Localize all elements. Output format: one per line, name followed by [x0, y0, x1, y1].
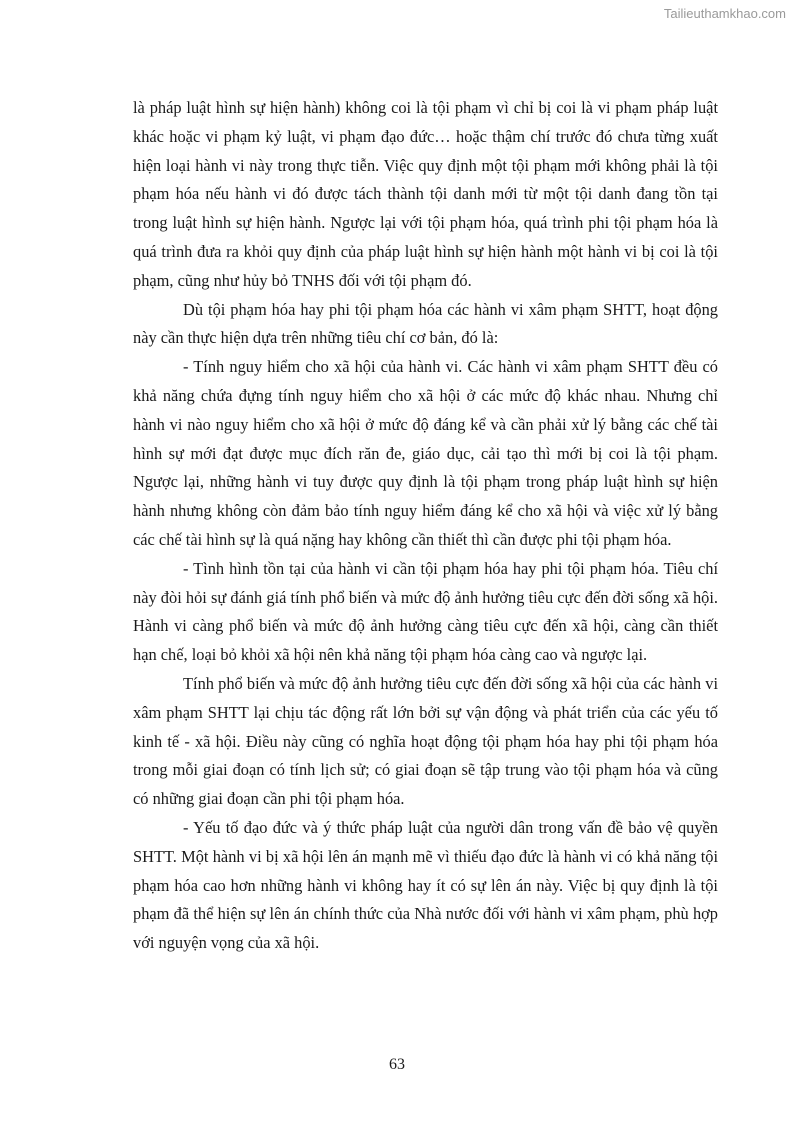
- paragraph-criterion-danger: - Tính nguy hiểm cho xã hội của hành vi. Các hành vi xâm phạm SHTT đều có khả năng chứa đựng tính nguy hiểm cho xã hội ở các mức độ khác nhau. Nhưng chỉ hành vi nào nguy hiểm cho xã hội ở mức độ đáng kể và cần phải xử lý bằng các chế tài hình sự mới đạt được mục đích răn đe, giáo dục, cải tạo thì mới bị coi là tội phạm. Ngược lại, những hành vi tuy được quy định là tội phạm trong pháp luật hình sự hiện hành nhưng không còn đảm bảo tính nguy hiểm đáng kể cho xã hội và việc xử lý bằng các chế tài hình sự là quá nặng hay không cần thiết thì cần được phi tội phạm hóa.: [133, 357, 718, 549]
- document-body: [133, 94, 718, 958]
- paragraph-criteria-intro: Dù tội phạm hóa hay phi tội phạm hóa các hành vi xâm phạm SHTT, hoạt động này cần thực hiện dựa trên những tiêu chí cơ bản, đó là:: [133, 299, 718, 348]
- paragraph-continuation: là pháp luật hình sự hiện hành) không coi là tội phạm vì chỉ bị coi là vi phạm pháp luật khác hoặc vi phạm kỷ luật, vi phạm đạo đức… hoặc thậm chí trước đó chưa từng xuất hiện loại hành vi này trong thực tiễn. Việc quy định một tội phạm mới không phải là tội phạm hóa nếu hành vi đó được tách thành tội danh mới từ một tội danh đang tồn tại trong luật hình sự hiện hành. Ngược lại với tội phạm hóa, quá trình phi tội phạm hóa là quá trình đưa ra khỏi quy định của pháp luật hình sự hiện hành một hành vi bị coi là tội phạm, cũng như hủy bỏ TNHS đối với tội phạm đó.: [133, 98, 718, 290]
- paragraph-socioeconomic: Tính phổ biến và mức độ ảnh hưởng tiêu cực đến đời sống xã hội của các hành vi xâm phạm SHTT lại chịu tác động rất lớn bởi sự vận động và phát triển của các yếu tố kinh tế - xã hội. Điều này cũng có nghĩa hoạt động tội phạm hóa hay phi tội phạm hóa trong mỗi giai đoạn có tính lịch sử; có giai đoạn sẽ tập trung vào tội phạm hóa và cũng có những giai đoạn cần phi tội phạm hóa.: [133, 673, 718, 809]
- paragraph-criterion-ethics: - Yếu tố đạo đức và ý thức pháp luật của người dân trong vấn đề bảo vệ quyền SHTT. Một hành vi bị xã hội lên án mạnh mẽ vì thiếu đạo đức là hành vi có khả năng tội phạm hóa cao hơn những hành vi không hay ít có sự lên án này. Việc bị quy định là tội phạm đã thể hiện sự lên án chính thức của Nhà nước đối với hành vi xâm phạm, phù hợp với nguyện vọng của xã hội.: [133, 817, 718, 953]
- page-number: 63: [389, 1056, 405, 1073]
- paragraph-criterion-prevalence: - Tình hình tồn tại của hành vi cần tội phạm hóa hay phi tội phạm hóa. Tiêu chí này đòi hỏi sự đánh giá tính phổ biến và mức độ ảnh hưởng tiêu cực đến đời sống xã hội. Hành vi càng phổ biến và mức độ ảnh hưởng càng tiêu cực đến xã hội, càng cần thiết hạn chế, loại bỏ khỏi xã hội nên khả năng tội phạm hóa càng cao và ngược lại.: [133, 558, 718, 665]
- watermark: Tailieuthamkhao.com: [663, 6, 786, 21]
